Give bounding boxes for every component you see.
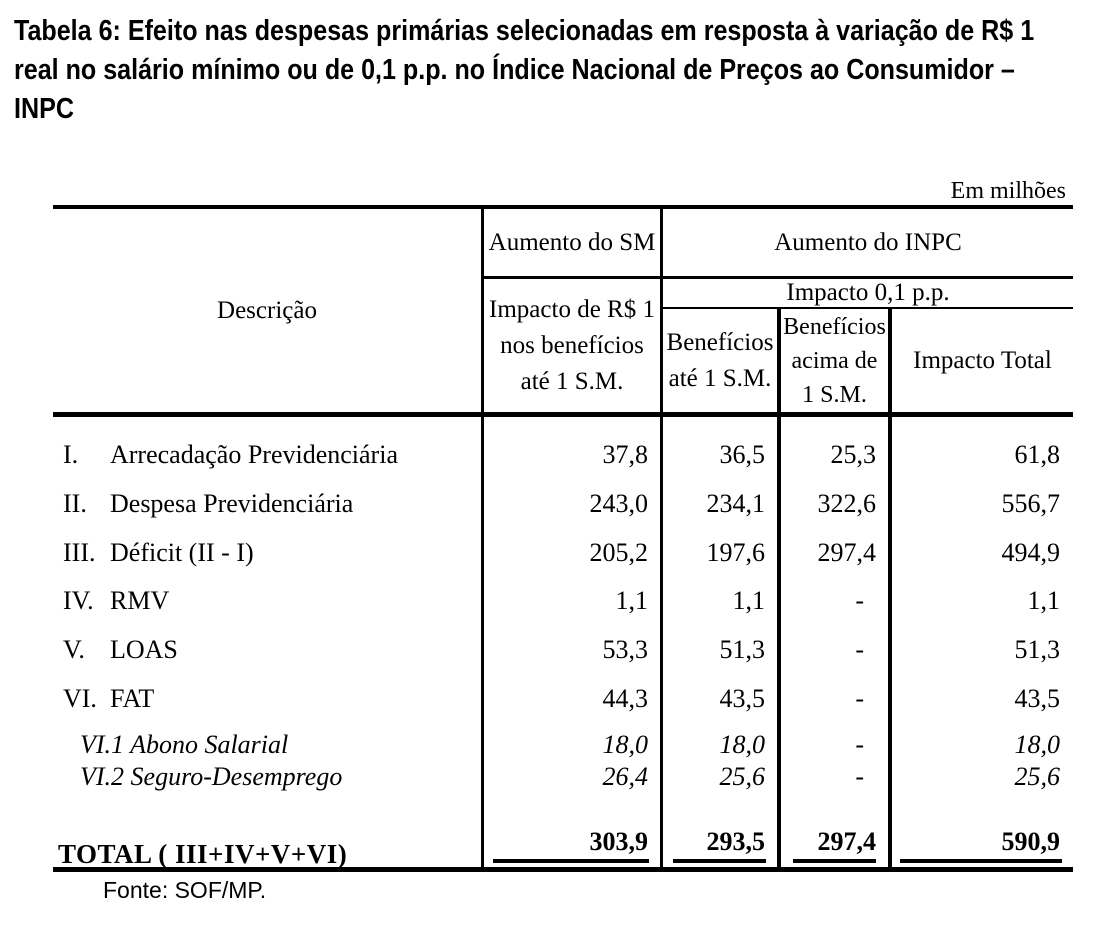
cell-value: -: [855, 684, 864, 713]
row-label: VI.1 Abono Salarial: [80, 730, 289, 759]
cell-value: 51,3: [1014, 635, 1060, 664]
row-label: FAT: [110, 684, 155, 713]
total-row-label: TOTAL ( III+IV+V+VI): [58, 839, 348, 869]
total-underline: [673, 859, 766, 863]
cell-value: 25,6: [719, 762, 765, 791]
row-numeral: IV.: [63, 586, 94, 615]
header-beneficios-acima: Benefícios acima de 1 S.M.: [783, 313, 886, 408]
cell-value: 37,8: [602, 440, 648, 469]
cell-value: 1,1: [732, 586, 765, 615]
total-value: 590,9: [1001, 827, 1060, 856]
row-label: Déficit (II - I): [110, 538, 254, 567]
table-row-i: [53, 440, 1073, 480]
cell-value: 197,6: [706, 538, 765, 567]
cell-value: 43,5: [719, 684, 765, 713]
total-value: 297,4: [817, 827, 876, 856]
total-underline: [900, 859, 1062, 863]
row-label: LOAS: [110, 635, 178, 664]
cell-value: 36,5: [719, 440, 765, 469]
table-row-v: [53, 635, 1073, 675]
cell-value: 51,3: [719, 635, 765, 664]
cell-value: 43,5: [1014, 684, 1060, 713]
total-underline: [493, 859, 649, 863]
cell-value: 234,1: [706, 489, 765, 518]
cell-value: 556,7: [1001, 489, 1060, 518]
cell-value: 53,3: [602, 635, 648, 664]
caption-line-2: real no salário mínimo ou de 0,1 p.p. no Índice Nacional de Preços ao Consumidor –: [14, 54, 1015, 86]
row-label: Despesa Previdenciária: [110, 489, 354, 518]
header-beneficios-ate: Benefícios até 1 S.M.: [666, 328, 774, 392]
caption-line-3: INPC: [14, 93, 74, 125]
cell-value: 1,1: [1027, 586, 1060, 615]
table-row-iv: [53, 586, 1073, 626]
cell-value: 494,9: [1001, 538, 1060, 567]
cell-value: 18,0: [719, 730, 765, 759]
cell-value: 25,3: [830, 440, 876, 469]
total-value: 293,5: [706, 827, 765, 856]
table-row-iii: [53, 538, 1073, 578]
cell-value: -: [855, 635, 864, 664]
cell-value: -: [855, 586, 864, 615]
row-numeral: V.: [63, 635, 85, 664]
row-numeral: III.: [63, 538, 96, 567]
cell-value: 1,1: [615, 586, 648, 615]
header-aumento-inpc: Aumento do INPC: [774, 228, 962, 256]
header-aumento-sm: Aumento do SM: [488, 228, 656, 256]
table-row-vi: [53, 684, 1073, 724]
cell-value: 26,4: [602, 762, 648, 791]
cell-value: 243,0: [589, 489, 648, 518]
row-numeral: VI.: [63, 684, 97, 713]
total-value: 303,9: [589, 827, 648, 856]
header-impacto-rs1: Impacto de R$ 1 nos benefícios até 1 S.M.: [489, 295, 655, 395]
header-impacto-01pp: Impacto 0,1 p.p.: [786, 279, 950, 306]
unit-note: Em milhões: [950, 178, 1066, 204]
row-label: VI.2 Seguro-Desemprego: [80, 762, 343, 791]
total-underline: [793, 859, 876, 863]
cell-value: 25,6: [1014, 762, 1060, 791]
table-row-ii: [53, 489, 1073, 529]
cell-value: 322,6: [817, 489, 876, 518]
header-impacto-total: Impacto Total: [913, 346, 1052, 374]
cell-value: 205,2: [589, 538, 648, 567]
table-row-vi2: [53, 762, 1073, 802]
cell-value: -: [855, 730, 864, 759]
cell-value: 18,0: [1014, 730, 1060, 759]
caption-line-1: Tabela 6: Efeito nas despesas primárias selecionadas em resposta à variação de R$ 1: [14, 15, 1035, 47]
row-label: Arrecadação Previdenciária: [110, 440, 398, 469]
header-body-separator: [53, 412, 1073, 417]
cell-value: 44,3: [602, 684, 648, 713]
row-numeral: I.: [63, 440, 79, 469]
data-table: [53, 205, 1073, 872]
cell-value: -: [855, 762, 864, 791]
source-note: Fonte: SOF/MP.: [103, 877, 267, 903]
cell-value: 61,8: [1014, 440, 1060, 469]
table-caption: [14, 12, 1034, 129]
header-descricao: Descrição: [217, 296, 317, 324]
cell-value: 297,4: [817, 538, 876, 567]
cell-value: 18,0: [602, 730, 648, 759]
row-label: RMV: [110, 586, 170, 615]
row-numeral: II.: [63, 489, 87, 518]
